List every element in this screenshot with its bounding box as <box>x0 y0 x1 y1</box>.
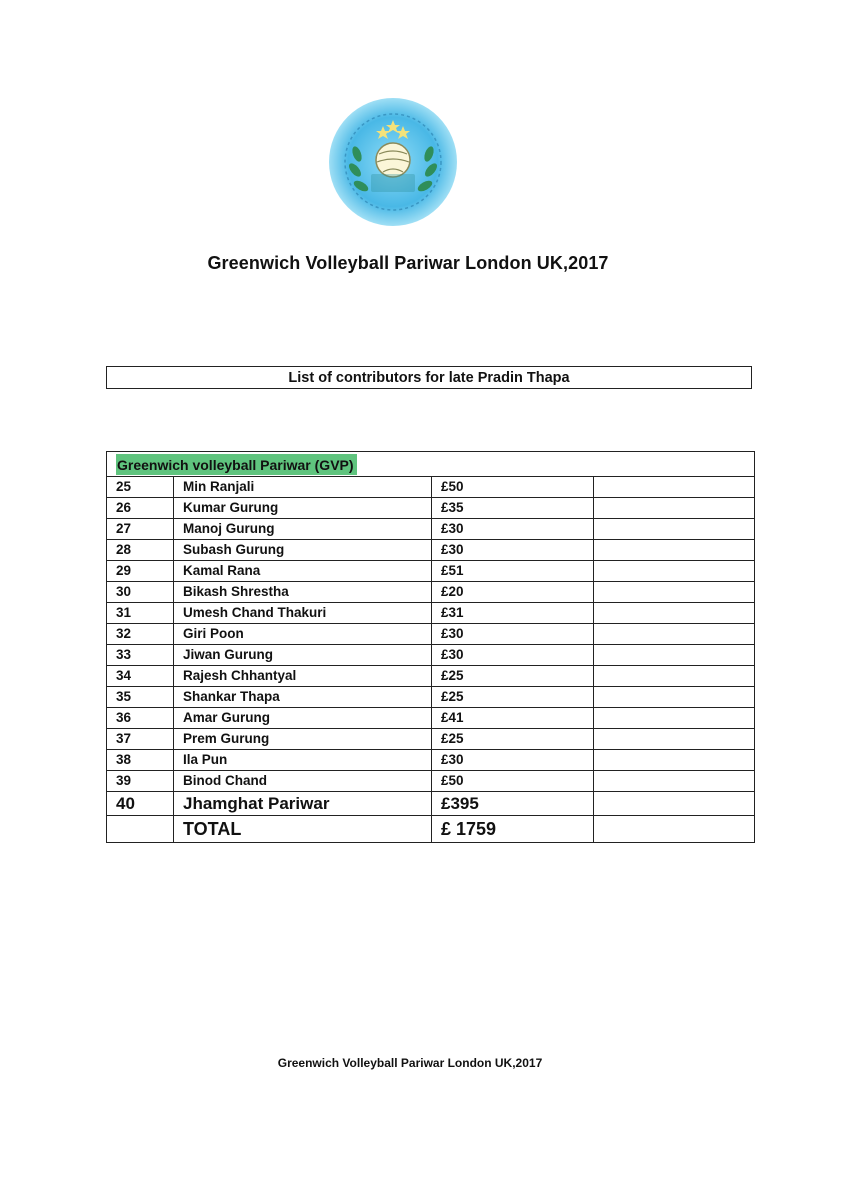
club-logo-emblem <box>327 96 459 228</box>
empty-cell <box>594 477 755 498</box>
contributor-name-cell: Giri Poon <box>174 624 432 645</box>
amount-cell: £30 <box>432 750 594 771</box>
total-row <box>107 816 755 843</box>
contributor-name-cell: Prem Gurung <box>174 729 432 750</box>
row-number-cell: 27 <box>107 519 174 540</box>
empty-cell <box>594 561 755 582</box>
row-number-cell: 28 <box>107 540 174 561</box>
amount-cell: £50 <box>432 771 594 792</box>
contributor-name-cell: Jhamghat Pariwar <box>174 792 432 816</box>
amount-cell: £395 <box>432 792 594 816</box>
amount-cell: £30 <box>432 624 594 645</box>
empty-cell <box>594 708 755 729</box>
contributor-name-cell: Umesh Chand Thakuri <box>174 603 432 624</box>
contributor-name-cell: Kamal Rana <box>174 561 432 582</box>
row-number-cell: 34 <box>107 666 174 687</box>
row-number-cell: 40 <box>107 792 174 816</box>
empty-cell <box>594 582 755 603</box>
contributor-name-cell: Shankar Thapa <box>174 687 432 708</box>
contributor-name-cell: Ila Pun <box>174 750 432 771</box>
amount-cell: £50 <box>432 477 594 498</box>
empty-cell <box>594 771 755 792</box>
amount-cell: £35 <box>432 498 594 519</box>
empty-cell <box>594 750 755 771</box>
table-row <box>107 519 755 540</box>
amount-cell: £25 <box>432 687 594 708</box>
group-header-row <box>107 452 755 477</box>
contributors-table <box>106 451 755 843</box>
empty-cell <box>594 498 755 519</box>
amount-cell: £31 <box>432 603 594 624</box>
row-number-cell: 35 <box>107 687 174 708</box>
empty-cell <box>594 816 755 843</box>
empty-cell <box>594 624 755 645</box>
amount-cell: £25 <box>432 729 594 750</box>
table-row <box>107 582 755 603</box>
row-number-cell: 31 <box>107 603 174 624</box>
table-row <box>107 687 755 708</box>
total-amount: £ 1759 <box>432 816 594 843</box>
empty-cell <box>594 519 755 540</box>
table-row <box>107 750 755 771</box>
amount-cell: £51 <box>432 561 594 582</box>
empty-cell <box>594 687 755 708</box>
contributor-name-cell: Amar Gurung <box>174 708 432 729</box>
amount-cell: £25 <box>432 666 594 687</box>
document-title: Greenwich Volleyball Pariwar London UK,2017 <box>207 253 609 273</box>
row-number-cell: 29 <box>107 561 174 582</box>
table-row <box>107 540 755 561</box>
table-row <box>107 477 755 498</box>
amount-cell: £30 <box>432 645 594 666</box>
amount-cell: £41 <box>432 708 594 729</box>
contributor-name-cell: Subash Gurung <box>174 540 432 561</box>
empty-cell <box>107 816 174 843</box>
table-row <box>107 666 755 687</box>
table-row <box>107 708 755 729</box>
row-number-cell: 39 <box>107 771 174 792</box>
amount-cell: £30 <box>432 519 594 540</box>
row-number-cell: 36 <box>107 708 174 729</box>
table-row <box>107 792 755 816</box>
page-footer: Greenwich Volleyball Pariwar London UK,2017 <box>277 1056 543 1070</box>
contributor-name-cell: Manoj Gurung <box>174 519 432 540</box>
contributor-name-cell: Jiwan Gurung <box>174 645 432 666</box>
empty-cell <box>594 645 755 666</box>
amount-cell: £20 <box>432 582 594 603</box>
row-number-cell: 26 <box>107 498 174 519</box>
group-label: Greenwich volleyball Pariwar (GVP) <box>116 454 357 475</box>
contributor-name-cell: Min Ranjali <box>174 477 432 498</box>
table-row <box>107 603 755 624</box>
row-number-cell: 30 <box>107 582 174 603</box>
contributors-list-heading: List of contributors for late Pradin Thapa <box>106 366 752 389</box>
row-number-cell: 33 <box>107 645 174 666</box>
contributor-name-cell: Binod Chand <box>174 771 432 792</box>
row-number-cell: 37 <box>107 729 174 750</box>
empty-cell <box>594 540 755 561</box>
table-row <box>107 498 755 519</box>
table-row <box>107 624 755 645</box>
total-label: TOTAL <box>174 816 432 843</box>
row-number-cell: 38 <box>107 750 174 771</box>
empty-cell <box>594 792 755 816</box>
table-row <box>107 645 755 666</box>
row-number-cell: 25 <box>107 477 174 498</box>
table-row <box>107 729 755 750</box>
row-number-cell: 32 <box>107 624 174 645</box>
table-row <box>107 561 755 582</box>
contributor-name-cell: Bikash Shrestha <box>174 582 432 603</box>
contributor-name-cell: Kumar Gurung <box>174 498 432 519</box>
amount-cell: £30 <box>432 540 594 561</box>
empty-cell <box>594 729 755 750</box>
empty-cell <box>594 666 755 687</box>
empty-cell <box>594 603 755 624</box>
contributor-name-cell: Rajesh Chhantyal <box>174 666 432 687</box>
table-row <box>107 771 755 792</box>
